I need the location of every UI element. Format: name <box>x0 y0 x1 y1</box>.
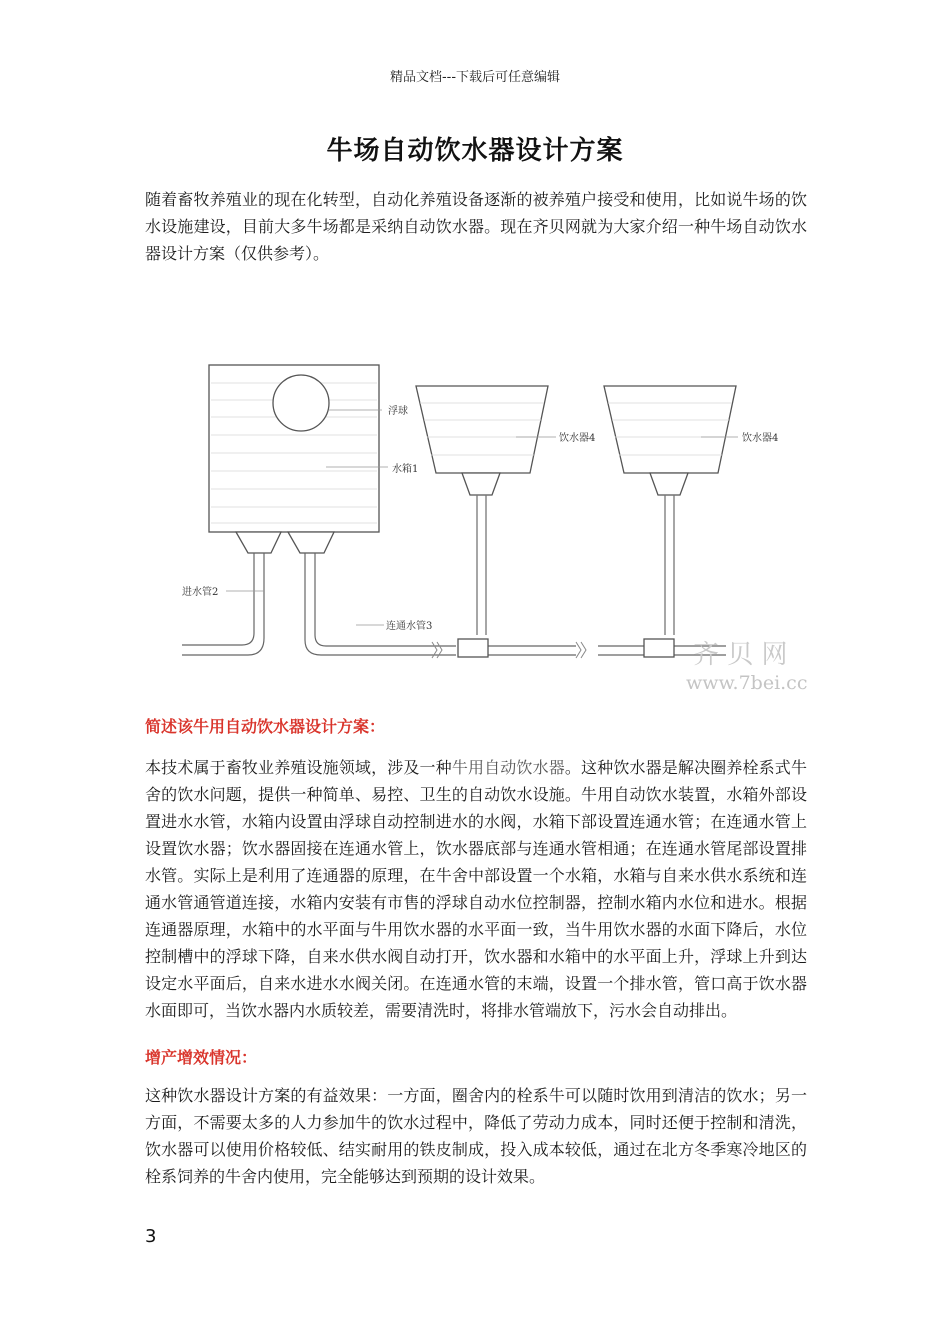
page-header: 精品文档---下载后可任意编辑 <box>389 70 561 85</box>
watermark-url: www.7bei.cc <box>686 672 808 694</box>
inlet-pipe <box>182 553 264 655</box>
section1-text-after: 。这种饮水器是解决圈养栓系式牛舍的饮水问题，提供一种简单、易控、卫生的自动饮水设施。牛用自动饮水装置，水箱外部设置进水水管，水箱内设置由浮球自动控制进水的水阀，水箱下部设置连通水管；在连通水管上设置饮水器；饮水器固接在连通水管上，饮水器底部与连通水管相通；在连通水管尾部设置排水管。实际上是利用了连通器的原理，在牛舍中部设置一个水箱，水箱与自来水供水系统和连通水管通管道连接，水箱内安装有市售的浮球自动水位控制器，控制水箱内水位和进水。根据连通器原理，水箱中的水平面与牛用饮水器的水平面一致，当牛用饮水器的水面下降后，水位控制槽中的浮球下降，自来水供水阀自动打开，饮水器和水箱中的水平面上升，浮球上升到达设定水平面后，自来水进水水阀关闭。在连通水管的末端，设置一个排水管，管口高于饮水器水面即可，当饮水器内水质较差，需要清洗时，将排水管端放下，污水会自动排出。 <box>145 758 807 1020</box>
label-connect-pipe: 连通水管3 <box>386 621 433 632</box>
section1-heading: 简述该牛用自动饮水器设计方案： <box>145 717 386 736</box>
document-title: 牛场自动饮水器设计方案 <box>326 136 624 166</box>
drinker-diagram <box>166 355 816 700</box>
label-inlet-pipe: 进水管2 <box>182 587 219 598</box>
section1-text-before: 本技术属于畜牧业养殖设施领域，涉及一种 <box>145 758 452 777</box>
label-tank: 水箱1 <box>392 464 419 475</box>
product-link[interactable]: 牛用自动饮水器 <box>451 758 565 777</box>
drinker-a <box>416 386 548 657</box>
page-number: 3 <box>145 1226 157 1247</box>
section1-paragraph <box>145 754 807 1024</box>
section2-heading: 增产增效情况： <box>145 1048 258 1067</box>
intro-paragraph: 随着畜牧养殖业的现在化转型，自动化养殖设备逐渐的被养殖户接受和使用，比如说牛场的饮水设施建设，目前大多牛场都是采纳自动饮水器。现在齐贝网就为大家介绍一种牛场自动饮水器设计方案（仅供参考）。 <box>145 190 807 263</box>
watermark-name: 齐 贝 网 <box>693 640 788 670</box>
drinker-b <box>604 386 736 657</box>
section2-paragraph: 这种饮水器设计方案的有益效果：一方面，圈舍内的栓系牛可以随时饮用到清洁的饮水；另一方面，不需要太多的人力参加牛的饮水过程中，降低了劳动力成本，同时还便于控制和清洗，饮水器可以使用价格较低、结实耐用的铁皮制成，投入成本较低，通过在北方冬季寒冷地区的栓系饲养的牛舍内使用，完全能够达到预期的设计效果。 <box>145 1086 807 1186</box>
label-float: 浮球 <box>388 406 408 417</box>
label-drinker-b: 饮水器4 <box>742 433 779 444</box>
water-tank <box>209 365 379 553</box>
float-ball <box>273 375 329 431</box>
label-drinker-a: 饮水器4 <box>559 433 596 444</box>
